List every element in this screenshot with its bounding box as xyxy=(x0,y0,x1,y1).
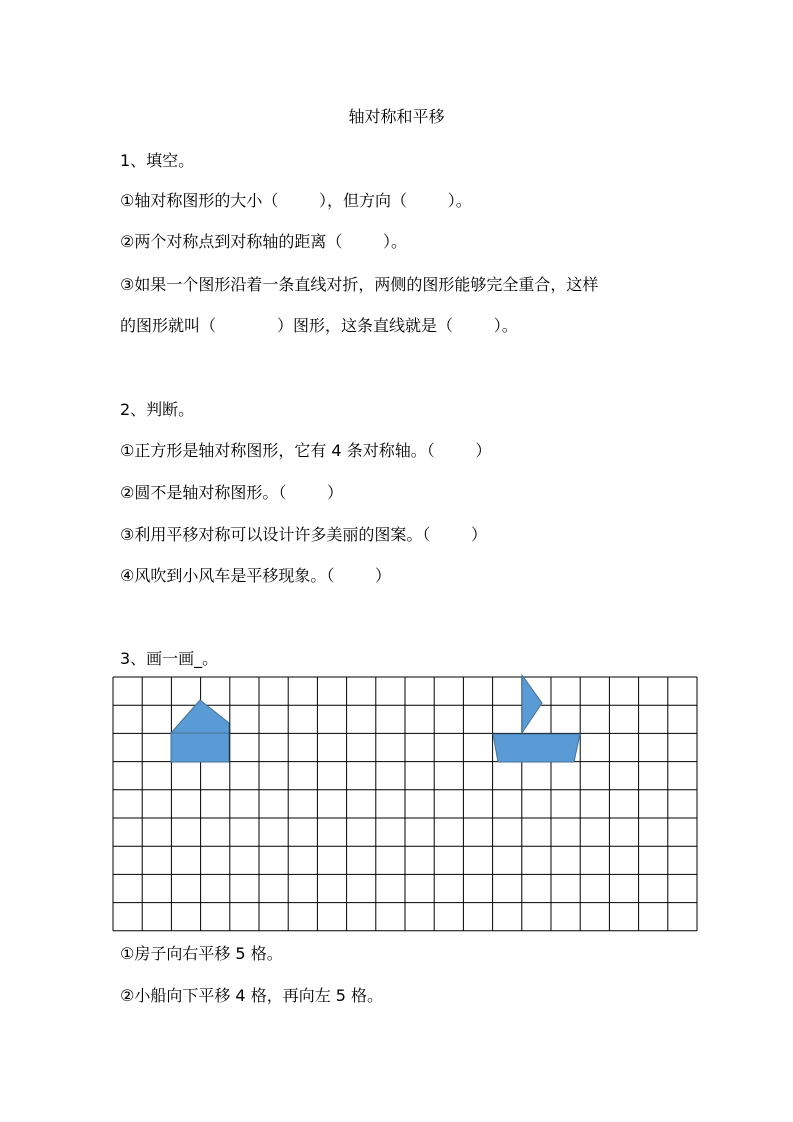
page-title: 轴对称和平移 xyxy=(348,107,445,126)
section3-heading: 3、画一画_。 xyxy=(120,649,219,668)
boat-sail-shape xyxy=(522,675,542,733)
section2-heading: 2、判断。 xyxy=(120,400,195,419)
fill-item-2: ②两个对称点到对称轴的距离（ ）。 xyxy=(120,232,408,251)
fill-item-1: ①轴对称图形的大小（ ），但方向（ ）。 xyxy=(120,191,472,210)
draw-item-2: ②小船向下平移 4 格，再向左 5 格。 xyxy=(120,986,384,1005)
fill-item-3a: ③如果一个图形沿着一条直线对折，两侧的图形能够完全重合，这样 xyxy=(120,275,599,294)
section1-heading: 1、填空。 xyxy=(120,151,195,170)
house-shape xyxy=(171,700,229,762)
judge-item-2: ②圆不是轴对称图形。（ ） xyxy=(120,483,344,502)
fill-item-3b: 的图形就叫（ ）图形，这条直线就是（ ）。 xyxy=(120,316,518,335)
judge-item-1: ①正方形是轴对称图形，它有 4 条对称轴。（ ） xyxy=(120,441,492,460)
boat-hull-shape xyxy=(493,734,580,762)
judge-item-3: ③利用平移对称可以设计许多美丽的图案。（ ） xyxy=(120,525,488,544)
draw-item-1: ①房子向右平移 5 格。 xyxy=(120,944,283,963)
judge-item-4: ④风吹到小风车是平移现象。（ ） xyxy=(120,566,392,585)
